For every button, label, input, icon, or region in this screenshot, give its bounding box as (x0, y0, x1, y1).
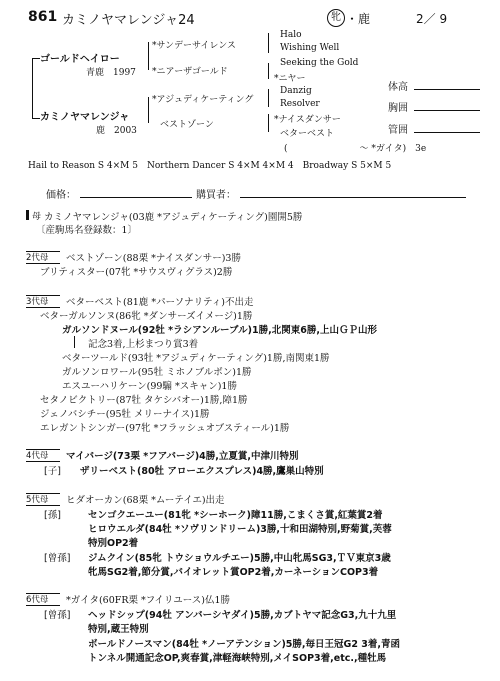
buyer-label: 購買者： (196, 190, 236, 201)
height-field-line[interactable] (414, 89, 480, 90)
g3-2: Wishing Well (280, 43, 340, 53)
section-mark (26, 210, 29, 220)
dam-name: カミノヤマレンジャ (40, 112, 130, 123)
sire-bracket (148, 42, 149, 70)
g3-3: Seeking the Gold (280, 58, 359, 68)
girth-label: 胸囲 (388, 103, 408, 114)
sex-badge: 牝 (327, 9, 345, 27)
gen6-line-2: 特別,蔵王特別 (88, 624, 149, 635)
gen2-line-1: ベストゾーン(88栗 *ナイスダンサー)3勝 (66, 253, 241, 264)
gen5-grand-label: [孫] (44, 510, 61, 521)
sire-sire: *サンデーサイレンス (152, 41, 236, 51)
dam-line-1: カミノヤマレンジャ(03鹿 *アジュディケーティング)園開5勝 (44, 212, 303, 223)
gen4-head: マイバージ(73栗 *フアバージ)4勝,立夏賞,中津川特別 (66, 451, 299, 462)
gen3-line-6: エスユーハリケーン(99騸 *スキャン)1勝 (62, 381, 237, 392)
dam-label-text: 母 (32, 212, 42, 222)
g3-4: *ニヤー (274, 74, 306, 84)
gen4-sub-line: ザリーベスト(80牡 アローエクスプレス)4勝,鷹巣山特別 (80, 466, 324, 477)
gen3-line-4: ベターツールド(93牡 *アジュディケーティング)1勝,南関東1勝 (62, 353, 330, 364)
gen3-label: 3代母 (26, 297, 49, 307)
g3-1: Halo (280, 30, 302, 40)
gen6-line-4: トンネル開通記念OP,爽春賞,津軽海峡特別,メイSOP3着,etc.,種牡馬 (88, 653, 387, 664)
gen5-great-line-2: 牝馬SG2着,節分賞,バイオレット賞OP2着,カーネーションCOP3着 (88, 567, 379, 578)
dam-info: 鹿 2003 (96, 126, 137, 136)
price-label: 価格： (46, 190, 76, 201)
pedigree-bracket-bottom (32, 118, 40, 119)
g3-bracket-1 (268, 33, 269, 53)
pedigree-bottom-note: ( ～ *ガイタ) 3e (284, 144, 427, 154)
g3-8: ベターベスト (280, 129, 335, 139)
cannon-label: 管囲 (388, 125, 408, 136)
gen2-line-2: ブリティスター(07牝 *サウスヴィグラス)2勝 (40, 267, 233, 278)
buyer-field-line[interactable] (240, 197, 466, 198)
gen3-line-1: ベターガルソンヌ(86牝 *ダンサーズイメージ)1勝 (40, 311, 253, 322)
gen3-line-2: ガルソンドヌール(92牡 *ラシアンルーブル)1勝,北関東6勝,上山ＧＰ山形 (62, 325, 377, 336)
height-label: 体高 (388, 82, 408, 93)
dam-sire: *アジュディケーティング (152, 95, 254, 105)
gen6-label: 6代母 (26, 595, 49, 605)
gen4-label: 4代母 (26, 451, 49, 461)
dam-section-label (26, 209, 41, 222)
gen5-grand-line-1: センゴクエーユー(81牝 *シーホーク)障11勝,こまくさ賞,紅葉賞2着 (88, 510, 383, 521)
gen6-line-3: ボールドノースマン(84牡 *ノーアテンション)5勝,毎日王冠G2 3着,青函 (88, 639, 400, 650)
gen3-line-9: エレガントシンガー(97牝 *フラッシュオブスティール)1勝 (40, 423, 290, 434)
gen5-head: ヒダオーカン(68栗 *ムーテイエ)出走 (66, 495, 225, 506)
gen3-line-5: ガルソンロワール(95牡 ミホノブルボン)1勝 (62, 367, 252, 378)
girth-field-line[interactable] (414, 110, 480, 111)
gen5-great-line-1: ジムクイン(85牝 トウショウルチエー)5勝,中山牝馬SG3,ＴＶ東京3歳 (88, 553, 391, 564)
gen3-line-7: セタノビクトリー(87牡 タケシバオー)1勝,障1勝 (40, 395, 248, 406)
gen3-indent-bar (74, 336, 75, 348)
gen3-line-3: 記念3着,上杉まつり賞3着 (88, 339, 199, 350)
price-field-line[interactable] (80, 197, 192, 198)
catalog-number: 861 (28, 9, 58, 25)
gen2-label: 2代母 (26, 253, 49, 263)
g3-7: *ナイスダンサー (274, 115, 341, 125)
gen5-label: 5代母 (26, 495, 49, 505)
g3-bracket-4 (268, 114, 269, 132)
dam-bracket (148, 97, 149, 123)
sire-name: ゴールドヘイロー (40, 54, 120, 65)
sire-info: 青鹿 1997 (86, 68, 136, 78)
birth-date: 2／ 9 (416, 12, 448, 26)
gen6-great-label: [曾孫] (44, 610, 71, 621)
g3-6: Resolver (280, 99, 320, 109)
gen6-head: *ガイタ(60FR栗 *フイリユース)仏1勝 (66, 595, 231, 606)
gen6-line-1: ヘッドシップ(94牡 アンバーシヤダイ)5勝,カブトヤマ記念G3,九十九里 (88, 610, 397, 621)
lot-title: カミノヤマレンジャ24 (62, 13, 195, 28)
cannon-field-line[interactable] (414, 132, 480, 133)
gen4-sub-label: [子] (44, 466, 61, 477)
dam-dam: ベストゾーン (160, 120, 214, 130)
inbreeding-note: Hail to Reason S 4×M 5 Northern Dancer S 4×M 4×M 4 Broadway S 5×M 5 (28, 161, 392, 171)
gen5-grand-line-3: 特別OP2着 (88, 538, 139, 549)
g3-5: Danzig (280, 86, 312, 96)
gen5-grand-line-2: ヒロウエルダ(84牡 *ソヴリンドリーム)3勝,十和田湖特別,野菊賞,芙蓉 (88, 524, 392, 535)
sire-dam: *ニアーザゴールド (152, 67, 228, 77)
pedigree-bracket-main (32, 58, 33, 118)
coat-color: ・鹿 (346, 12, 371, 26)
dam-line-2: 〔産駒馬名登録数：1〕 (36, 225, 138, 236)
gen5-great-label: [曾孫] (44, 553, 71, 564)
gen3-line-8: ジェノバシチー(95牡 メリーナイス)1勝 (40, 409, 210, 420)
pedigree-bracket-top (32, 58, 40, 59)
gen3-head: ベターベスト(81鹿 *パーソナリティ)不出走 (66, 297, 254, 308)
g3-bracket-3 (268, 89, 269, 107)
g3-bracket-2 (268, 63, 269, 79)
